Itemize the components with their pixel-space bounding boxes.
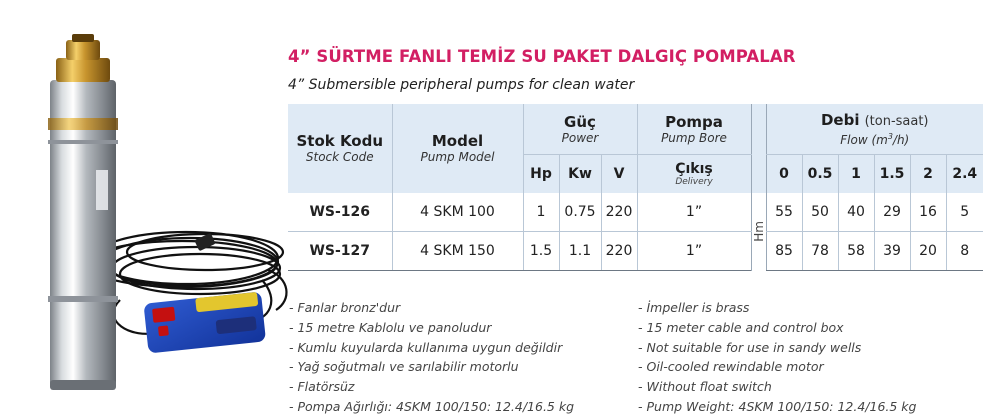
- head-cell: 55: [766, 193, 802, 232]
- note-item: - Kumlu kuyularda kullanıma uygun değildir: [289, 339, 563, 355]
- header-pump-tr: Pompa: [665, 112, 723, 131]
- header-model-tr: Model: [431, 132, 484, 150]
- head-cell: 29: [874, 193, 910, 232]
- note-item: - İmpeller is brass: [638, 300, 750, 315]
- head-cell: 58: [838, 232, 874, 271]
- note-item: - Pump Weight: 4SKM 100/150: 12.4/16.5 kg: [638, 398, 917, 414]
- header-flow-col: 0: [766, 155, 802, 194]
- header-delivery-en: Delivery: [675, 176, 713, 187]
- header-pump: [637, 104, 751, 155]
- notes-english: [638, 298, 916, 417]
- header-kw: Kw: [559, 155, 601, 194]
- header-power-tr: Güç: [564, 112, 596, 131]
- note-item: - Not suitable for use in sandy wells: [638, 339, 862, 355]
- page-subtitle: 4” Submersible peripheral pumps for clean water: [288, 77, 635, 93]
- bore-cell: 1”: [637, 193, 751, 232]
- note-item: - Yağ soğutmalı ve sarılabilir motorlu: [289, 359, 519, 375]
- head-unit-label: Hm: [751, 221, 766, 243]
- hp-cell: 1: [523, 193, 559, 232]
- header-power: [523, 104, 637, 155]
- header-v: V: [601, 155, 637, 194]
- head-cell: 50: [802, 193, 838, 232]
- model-cell: 4 SKM 150: [392, 232, 523, 271]
- page-title: 4” SÜRTME FANLI TEMİZ SU PAKET DALGIÇ POMPALAR: [288, 47, 796, 66]
- header-stock-code-tr: Stok Kodu: [296, 132, 384, 150]
- table-row: [288, 193, 983, 232]
- header-flow: [766, 104, 983, 155]
- note-item: - Fanlar bronz'dur: [289, 300, 401, 315]
- header-flow-en-end: /h): [892, 133, 910, 147]
- model-cell: 4 SKM 100: [392, 193, 523, 232]
- note-item: - Pompa Ağırlığı: 4SKM 100/150: 12.4/16.5 kg: [289, 398, 575, 414]
- volt-cell: 220: [601, 193, 637, 232]
- header-power-en: Power: [561, 130, 599, 145]
- head-cell: 16: [910, 193, 946, 232]
- note-item: - Without float switch: [638, 379, 772, 395]
- head-cell: 85: [766, 232, 802, 271]
- header-gap: [751, 104, 766, 193]
- pump-spec-table: [288, 104, 983, 271]
- header-flow-col: 2.4: [946, 155, 983, 194]
- table-header-row-1: [288, 104, 983, 155]
- header-stock-code-en: Stock Code: [305, 150, 374, 164]
- header-delivery-tr: Çıkış: [675, 160, 713, 177]
- header-model-en: Pump Model: [420, 150, 495, 164]
- bore-cell: 1”: [637, 232, 751, 271]
- head-cell: 40: [838, 193, 874, 232]
- header-stock-code: [288, 104, 392, 193]
- kw-cell: 0.75: [559, 193, 601, 232]
- note-item: - 15 meter cable and control box: [638, 319, 844, 335]
- header-flow-en: Flow (m: [840, 133, 888, 147]
- table-row: [288, 232, 983, 271]
- header-flow-sup: 3: [887, 132, 893, 141]
- stock-code-cell: WS-127: [288, 232, 392, 271]
- header-hp: Hp: [523, 155, 559, 194]
- header-delivery: [637, 155, 751, 194]
- pump-product-image: [0, 0, 290, 414]
- head-cell: 78: [802, 232, 838, 271]
- header-pump-en: Pump Bore: [661, 130, 727, 145]
- head-unit-cell: [751, 193, 766, 271]
- note-item: - Oil-cooled rewindable motor: [638, 359, 824, 375]
- header-model: [392, 104, 523, 193]
- head-cell: 8: [946, 232, 983, 271]
- kw-cell: 1.1: [559, 232, 601, 271]
- note-item: - 15 metre Kablolu ve panoludur: [289, 319, 492, 335]
- header-flow-col: 2: [910, 155, 946, 194]
- note-item: - Flatörsüz: [289, 379, 355, 395]
- head-cell: 20: [910, 232, 946, 271]
- notes-turkish: [289, 298, 574, 417]
- volt-cell: 220: [601, 232, 637, 271]
- head-cell: 5: [946, 193, 983, 232]
- header-flow-col: 1.5: [874, 155, 910, 194]
- head-cell: 39: [874, 232, 910, 271]
- header-flow-tr: Debi: [820, 111, 860, 129]
- stock-code-cell: WS-126: [288, 193, 392, 232]
- hp-cell: 1.5: [523, 232, 559, 271]
- header-flow-unit: (ton-saat): [864, 114, 929, 129]
- header-flow-col: 0.5: [802, 155, 838, 194]
- header-flow-col: 1: [838, 155, 874, 194]
